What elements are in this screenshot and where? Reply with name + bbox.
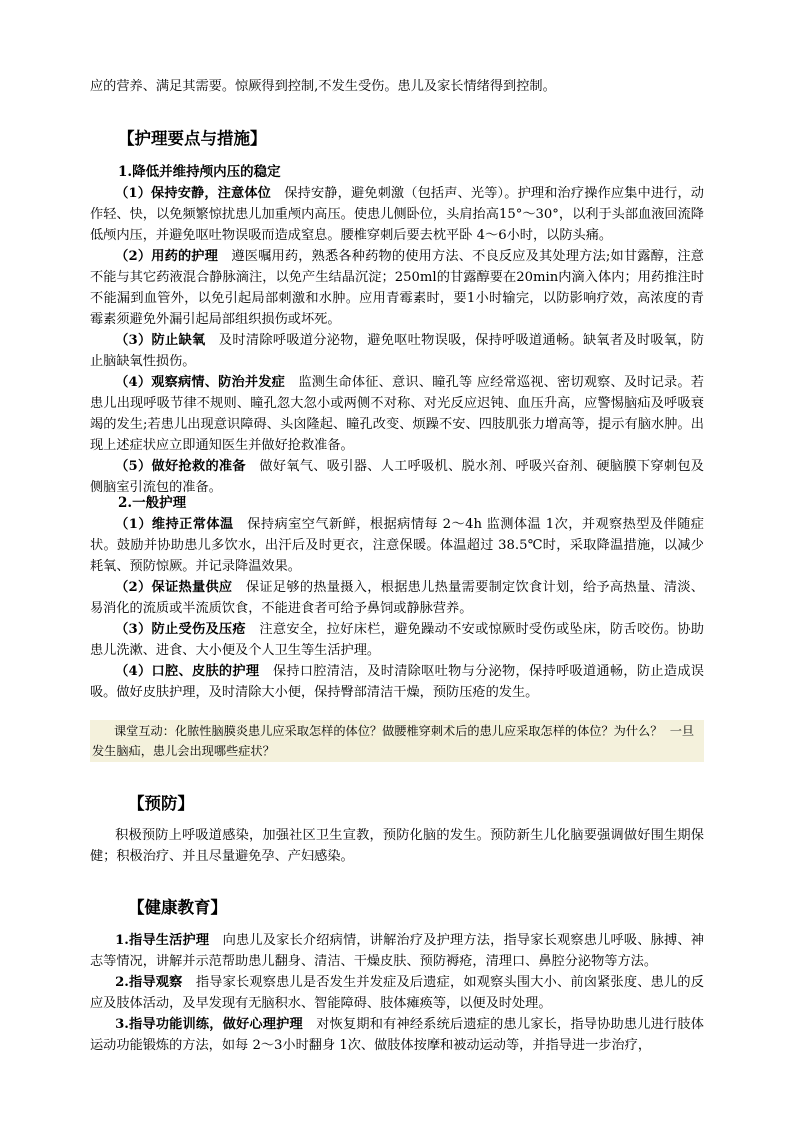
edu-item-2	[90, 972, 704, 1014]
sec2-item-3	[90, 619, 704, 661]
sec1-item-3-text: 及时清除呼吸道分泌物，避免呕吐物误吸，保持呼吸道通畅。缺氧者及时吸氧，防止脑缺氧性损伤。	[90, 333, 704, 369]
education-heading: 【健康教育】	[128, 898, 227, 917]
sec1-item-5-text: 做好氧气、吸引器、人工呼吸机、脱水剂、呼吸兴奋剂、硬脑膜下穿刺包及侧脑室引流包的准备。	[90, 459, 704, 495]
sec1-item-4-text: 监测生命体征、意识、瞳孔等 应经常巡视、密切观察、及时记录。若患儿出现呼吸节律不规则、瞳孔忽大忽小或两侧不对称、对光反应迟钝、血压升高，应警惕脑疝及呼吸衰竭的发生;若患儿出现意识障碍、头囟隆起、瞳孔改变、烦躁不安、四肢肌张力增高等，提示有脑水肿。出现上述症状应立即通知医生并做好抢救准备。	[90, 375, 704, 453]
edu-item-2-text: 指导家长观察患儿是否发生并发症及后遗症，如观察头围大小、前囟紧张度、患儿的反应及肢体活动，及早发现有无脑积水、智能障碍、肢体瘫痪等，以便及时处理。	[90, 975, 704, 1011]
sec1-item-2-label: （2）用药的护理	[115, 249, 219, 264]
sec2-item-1	[90, 514, 704, 577]
edu-item-3-text: 对恢复期和有神经系统后遗症的患儿家长，指导协助患儿进行肢体运动功能锻炼的方法，如每 2～3小时翻身 1次、做肢体按摩和被动运动等，并指导进一步治疗，	[90, 1017, 704, 1053]
sec2-item-2	[90, 577, 704, 619]
section-2-body	[90, 514, 704, 703]
class-interaction-box: 课堂互动：化脓性脑膜炎患儿应采取怎样的体位？做腰椎穿刺术后的患儿应采取怎样的体位？为什么？ 一旦发生脑疝，患儿会出现哪些症状？	[90, 720, 704, 762]
edu-item-1	[90, 930, 704, 972]
sec2-item-3-label: （3）防止受伤及压疮	[115, 622, 246, 637]
section-2-title: 2.一般护理	[118, 495, 187, 511]
edu-item-1-text: 向患儿及家长介绍病情，讲解治疗及护理方法，指导家长观察患儿呼吸、脉搏、神志等情况，讲解并示范帮助患儿翻身、清洁、干燥皮肤、预防褥疮，清理口、鼻腔分泌物等方法。	[90, 933, 704, 969]
edu-item-3	[90, 1014, 704, 1056]
sec1-item-4	[90, 372, 704, 456]
sec2-item-4	[90, 661, 704, 703]
edu-item-1-label: 1.指导生活护理	[115, 933, 210, 948]
sec1-item-1	[90, 183, 704, 246]
sec2-item-4-label: （4）口腔、皮肤的护理	[115, 664, 260, 679]
section-1-title: 1.降低并维持颅内压的稳定	[118, 164, 281, 180]
edu-item-2-label: 2.指导观察	[115, 975, 183, 990]
sec1-item-3-label: （3）防止缺氧	[115, 333, 206, 348]
sec1-item-3	[90, 330, 704, 372]
sec2-item-3-text: 注意安全，拉好床栏，避免躁动不安或惊厥时受伤或坠床，防舌咬伤。协助患儿洗漱、进食、大小便及个人卫生等生活护理。	[90, 622, 704, 658]
edu-item-3-label: 3.指导功能训练，做好心理护理	[115, 1017, 303, 1032]
sec1-item-1-label: （1）保持安静，注意体位	[115, 186, 271, 201]
intro-line: 应的营养、满足其需要。惊厥得到控制,不发生受伤。患儿及家长情绪得到控制。	[90, 79, 556, 94]
nursing-heading: 【护理要点与措施】	[118, 129, 267, 148]
sec1-item-2	[90, 246, 704, 330]
prevention-text: 积极预防上呼吸道感染，加强社区卫生宣教，预防化脑的发生。预防新生儿化脑要强调做好围生期保健；积极治疗、并且尽量避免孕、产妇感染。	[90, 828, 704, 864]
sec2-item-1-label: （1）维持正常体温	[115, 517, 234, 532]
sec1-item-4-label: （4）观察病情、防治并发症	[115, 375, 286, 390]
sec2-item-2-label: （2）保证热量供应	[115, 580, 233, 595]
sec1-item-2-text: 遵医嘱用药，熟悉各种药物的使用方法、不良反应及其处理方法;如甘露醇，注意不能与其它药液混合静脉滴注，以免产生结晶沉淀；250ml的甘露醇要在20min内滴入体内；用药推注时不能漏到血管外，以免引起局部刺激和水肿。应用青霉素时，要1小时输完，以防影响疗效，高浓度的青霉素须避免外漏引起局部组织损伤或坏死。	[90, 249, 704, 327]
sec1-item-5	[90, 456, 704, 498]
sec2-item-1-text: 保持病室空气新鲜，根据病情每 2～4h 监测体温 1次，并观察热型及伴随症状。鼓励并协助患儿多饮水，出汗后及时更衣，注意保暖。体温超过 38.5℃时，采取降温措施，以减少耗氧、预防惊厥。并记录降温效果。	[90, 517, 704, 574]
sec1-item-5-label: （5）做好抢救的准备	[115, 459, 246, 474]
sec2-item-4-text: 保持口腔清洁，及时清除呕吐物与分泌物，保持呼吸道通畅，防止造成误吸。做好皮肤护理，及时清除大小便，保持臀部清洁干燥，预防压疮的发生。	[90, 664, 704, 700]
sec1-item-1-text: 保持安静，避免刺激（包括声、光等）。护理和治疗操作应集中进行，动作轻、快，以免频繁惊扰患儿加重颅内高压。使患儿侧卧位，头肩抬高15°～30°，以利于头部血液回流降低颅内压，并避免呕吐物误吸而造成窒息。腰椎穿刺后要去枕平卧 4～6小时，以防头痛。	[90, 186, 704, 243]
prevention-heading: 【预防】	[128, 794, 194, 813]
section-1-body	[90, 183, 704, 498]
education-body	[90, 930, 704, 1056]
sec2-item-2-text: 保证足够的热量摄入，根据患儿热量需要制定饮食计划，给予高热量、清淡、易消化的流质或半流质饮食，不能进食者可给予鼻饲或静脉营养。	[90, 580, 704, 616]
